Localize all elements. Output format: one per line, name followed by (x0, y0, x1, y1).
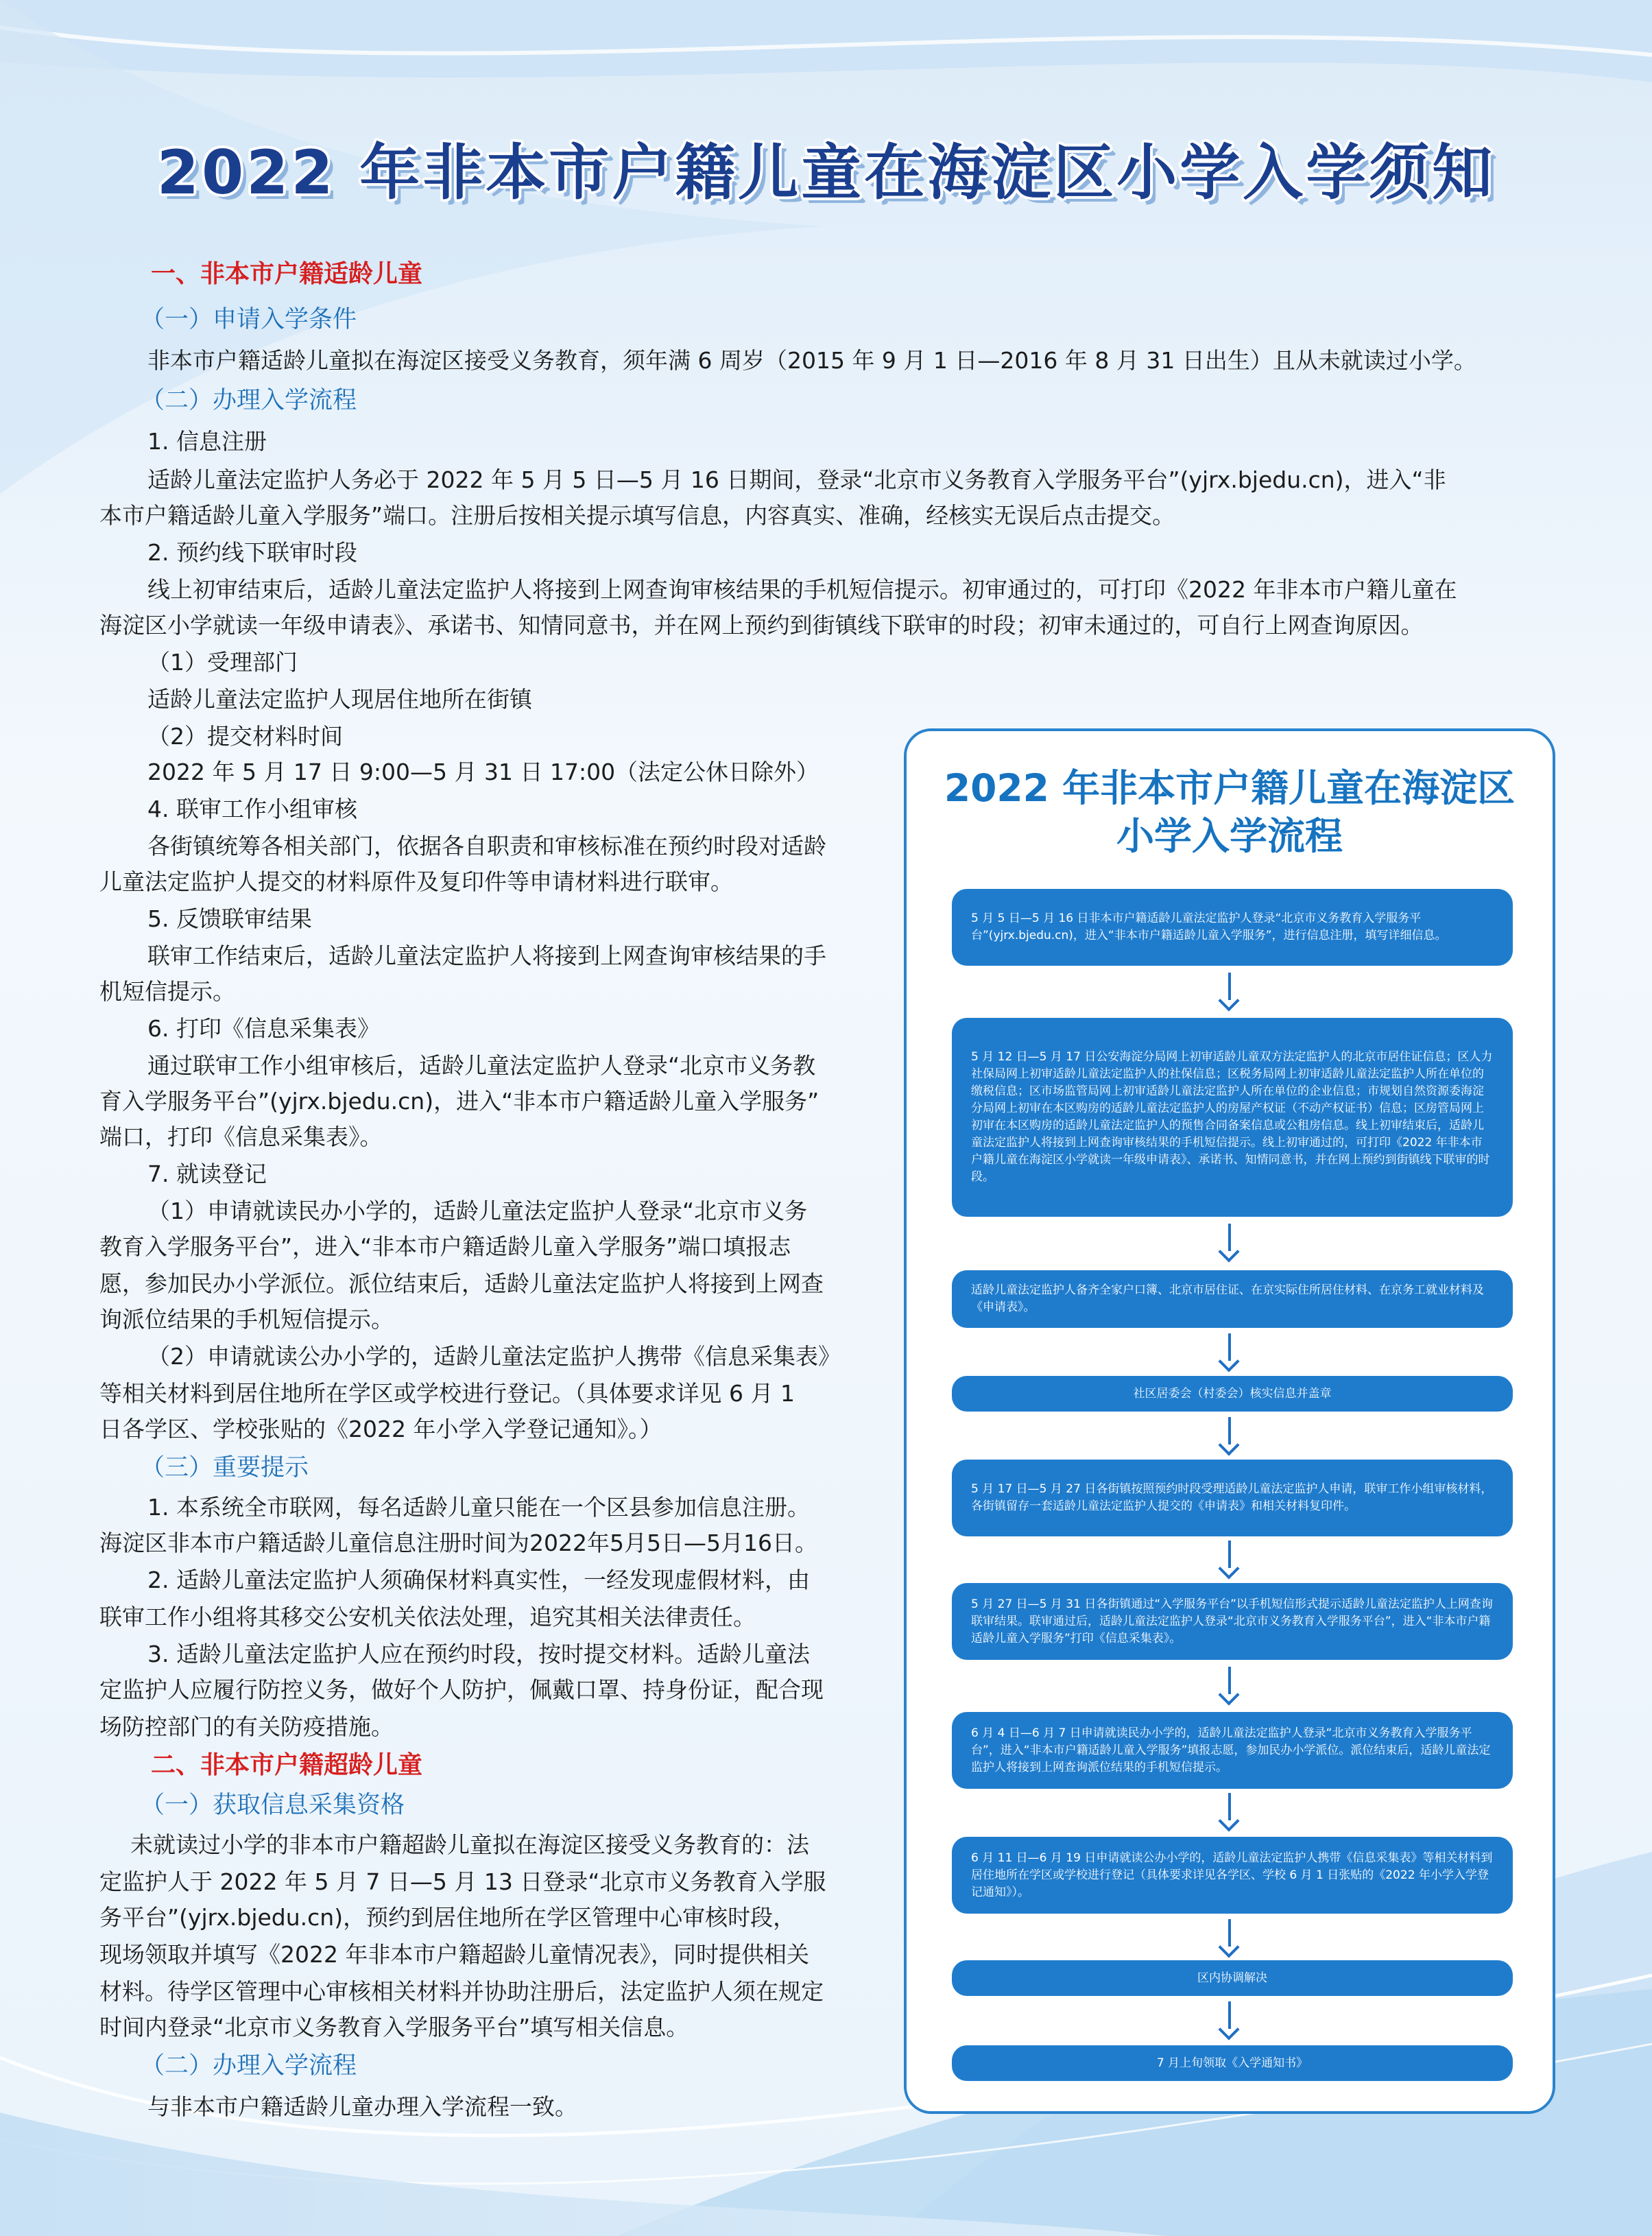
paragraph: 教育入学服务平台”，进入“非本市户籍适龄儿童入学服务”端口填报志 (99, 1233, 791, 1260)
list-item: 1. 信息注册 (147, 428, 267, 455)
flow-step: 区内协调解决 (952, 1960, 1513, 1996)
paragraph: 机短信提示。 (99, 978, 235, 1005)
paragraph: 线上初审结束后，适龄儿童法定监护人将接到上网查询审核结果的手机短信提示。初审通过的，可打印《2022 年非本市户籍儿童在 (147, 576, 1457, 603)
paragraph: 定监护人于 2022 年 5 月 7 日—5 月 13 日登录“北京市义务教育入学服 (99, 1868, 826, 1895)
paragraph: 等相关材料到居住地所在学区或学校进行登记。（具体要求详见 6 月 1 (99, 1380, 795, 1407)
paragraph: 定监护人应履行防控义务，做好个人防护，佩戴口罩、持身份证，配合现 (99, 1676, 824, 1703)
flow-step: 6 月 11 日—6 月 19 日申请就读公办小学的，适龄儿童法定监护人携带《信息采集表》等相关材料到居住地所在学区或学校进行登记（具体要求详见各学区、学校 6 月 1 日张贴的《2022 年小学入学登记通知》）。 (952, 1837, 1513, 1914)
paragraph: 海淀区非本市户籍适龄儿童信息注册时间为2022年5月5日—5月16日。 (99, 1530, 817, 1556)
paragraph: 适龄儿童法定监护人务必于 2022 年 5 月 5 日—5 月 16 日期间，登录“北京市义务教育入学服务平台”(yjrx.bjedu.cn)，进入“非 (147, 466, 1446, 493)
flow-step: 5 月 27 日—5 月 31 日各街镇通过“入学服务平台”以手机短信形式提示适龄儿童法定监护人上网查询联审结果。联审通过后，适龄儿童法定监护人登录“北京市义务教育入学服务平台”，进入“非本市户籍适龄儿童入学服务”打印《信息采集表》。 (952, 1583, 1513, 1660)
paragraph: （1）申请就读民办小学的，适龄儿童法定监护人登录“北京市义务 (147, 1198, 808, 1224)
paragraph: 2022 年 5 月 17 日 9:00—5 月 31 日 17:00（法定公休日除外） (147, 759, 819, 785)
flowchart-title: 2022 年非本市户籍儿童在海淀区 (944, 766, 1516, 810)
paragraph: 端口，打印《信息采集表》。 (99, 1123, 383, 1150)
arrow-down-icon (1220, 1541, 1239, 1578)
arrow-down-icon (1220, 1919, 1239, 1956)
arrow-down-icon (1220, 1667, 1239, 1704)
flow-step: 6 月 4 日—6 月 7 日申请就读民办小学的，适龄儿童法定监护人登录“北京市义务教育入学服务平台”，进入“非本市户籍适龄儿童入学服务”填报志愿，参加民办小学派位。派位结束后，适龄儿童法定监护人将接到上网查询派位结果的手机短信提示。 (952, 1712, 1513, 1789)
flow-step: 社区居委会（村委会）核实信息并盖章 (952, 1376, 1513, 1412)
list-item: 5. 反馈联审结果 (147, 905, 312, 932)
paragraph: 2. 适龄儿童法定监护人须确保材料真实性，一经发现虚假材料，由 (147, 1567, 810, 1593)
arrow-down-icon (1220, 2001, 1239, 2038)
page-title: 2022 年非本市户籍儿童在海淀区小学入学须知 (156, 137, 1496, 208)
paragraph: 未就读过小学的非本市户籍超龄儿童拟在海淀区接受义务教育的：法 (130, 1831, 809, 1858)
arrow-down-icon (1220, 1793, 1239, 1830)
paragraph: 务平台”(yjrx.bjedu.cn)，预约到居住地所在学区管理中心审核时段， (99, 1904, 796, 1931)
paragraph: 通过联审工作小组审核后，适龄儿童法定监护人登录“北京市义务教 (147, 1052, 816, 1079)
list-item: 6. 打印《信息采集表》 (147, 1015, 380, 1042)
subsection-heading: （三）重要提示 (141, 1454, 309, 1482)
list-item: （1）受理部门 (147, 649, 298, 676)
subsection-heading: （一）申请入学条件 (141, 306, 357, 333)
section-heading: 一、非本市户籍适龄儿童 (151, 260, 423, 288)
paragraph: 海淀区小学就读一年级申请表》、承诺书、知情同意书，并在网上预约到街镇线下联审的时段；初审未通过的，可自行上网查询原因。 (99, 612, 1424, 639)
list-item: （2）提交材料时间 (147, 723, 343, 750)
flow-step: 7 月上旬领取《入学通知书》 (952, 2045, 1513, 2081)
paragraph: 材料。待学区管理中心审核相关材料并协助注册后，法定监护人须在规定 (99, 1978, 824, 2005)
flow-step: 5 月 5 日—5 月 16 日非本市户籍适龄儿童法定监护人登录“北京市义务教育入学服务平台”(yjrx.bjedu.cn)，进入“非本市户籍适龄儿童入学服务”，进行信息注册，填写详细信息。 (952, 889, 1513, 966)
flow-step: 5 月 17 日—5 月 27 日各街镇按照预约时段受理适龄儿童法定监护人申请，联审工作小组审核材料，各街镇留存一套适龄儿童法定监护人提交的《申请表》和相关材料复印件。 (952, 1460, 1513, 1536)
arrow-down-icon (1220, 973, 1239, 1010)
paragraph: 愿，参加民办小学派位。派位结束后，适龄儿童法定监护人将接到上网查 (99, 1270, 824, 1297)
subsection-heading: （一）获取信息采集资格 (141, 1792, 405, 1819)
paragraph: 非本市户籍适龄儿童拟在海淀区接受义务教育，须年满 6 周岁（2015 年 9 月 1 日—2016 年 8 月 31 日出生）且从未就读过小学。 (147, 347, 1476, 374)
list-item: 4. 联审工作小组审核 (147, 796, 357, 822)
flow-step: 5 月 12 日—5 月 17 日公安海淀分局网上初审适龄儿童双方法定监护人的北京市居住证信息；区人力社保局网上初审适龄儿童法定监护人的社保信息；区税务局网上初审适龄儿童法定监护人所在单位的缴税信息；区市场监管局网上初审适龄儿童法定监护人所在单位的企业信息；市规划自然资源委海淀分局网上初审在本区购房的适龄儿童法定监护人的房屋产权证（不动产权证书）信息；区房管局网上初审在本区购房的适龄儿童法定监护人的预售合同备案信息或公租房信息。线上初审结束后，适龄儿童法定监护人将接到上网查询审核结果的手机短信提示。线上初审通过的，可打印《2022 年非本市户籍儿童在海淀区小学就读一年级申请表》、承诺书、知情同意书，并在网上预约到街镇线下联审的时段。 (952, 1018, 1513, 1217)
arrow-down-icon (1220, 1417, 1239, 1454)
paragraph: 与非本市户籍适龄儿童办理入学流程一致。 (147, 2093, 577, 2120)
paragraph: 场防控部门的有关防疫措施。 (99, 1713, 394, 1740)
subsection-heading: （二）办理入学流程 (141, 387, 357, 414)
subsection-heading: （二）办理入学流程 (141, 2052, 357, 2080)
section-heading: 二、非本市户籍超龄儿童 (151, 1751, 423, 1779)
flowchart-panel (904, 728, 1555, 2114)
paragraph: 联审工作结束后，适龄儿童法定监护人将接到上网查询审核结果的手 (147, 942, 826, 969)
list-item: 2. 预约线下联审时段 (147, 539, 357, 566)
paragraph: 联审工作小组将其移交公安机关依法处理，追究其相关法律责任。 (99, 1604, 756, 1630)
list-item: 7. 就读登记 (147, 1161, 267, 1187)
paragraph: 适龄儿童法定监护人现居住地所在街镇 (147, 686, 532, 713)
paragraph: 3. 适龄儿童法定监护人应在预约时段，按时提交材料。适龄儿童法 (147, 1641, 810, 1667)
paragraph: 日各学区、学校张贴的《2022 年小学入学登记通知》。） (99, 1416, 662, 1442)
paragraph: （2）申请就读公办小学的，适龄儿童法定监护人携带《信息采集表》 (147, 1343, 841, 1370)
paragraph: 时间内登录“北京市义务教育入学服务平台”填写相关信息。 (99, 2014, 689, 2041)
paragraph: 儿童法定监护人提交的材料原件及复印件等申请材料进行联审。 (99, 868, 733, 895)
flowchart-title: 小学入学流程 (1116, 814, 1343, 858)
flow-step: 适龄儿童法定监护人备齐全家户口簿、北京市居住证、在京实际住所居住材料、在京务工就业材料及《申请表》。 (952, 1270, 1513, 1328)
arrow-down-icon (1220, 1333, 1239, 1370)
paragraph: 现场领取并填写《2022 年非本市户籍超龄儿童情况表》，同时提供相关 (99, 1941, 809, 1968)
paragraph: 询派位结果的手机短信提示。 (99, 1306, 394, 1333)
paragraph: 育入学服务平台”(yjrx.bjedu.cn)，进入“非本市户籍适龄儿童入学服务” (99, 1088, 819, 1115)
paragraph: 本市户籍适龄儿童入学服务”端口。注册后按相关提示填写信息，内容真实、准确，经核实无误后点击提交。 (99, 502, 1175, 529)
arrow-down-icon (1220, 1224, 1239, 1261)
paragraph: 各街镇统筹各相关部门，依据各自职责和审核标准在预约时段对适龄 (147, 833, 826, 859)
paragraph: 1. 本系统全市联网，每名适龄儿童只能在一个区县参加信息注册。 (147, 1494, 810, 1521)
